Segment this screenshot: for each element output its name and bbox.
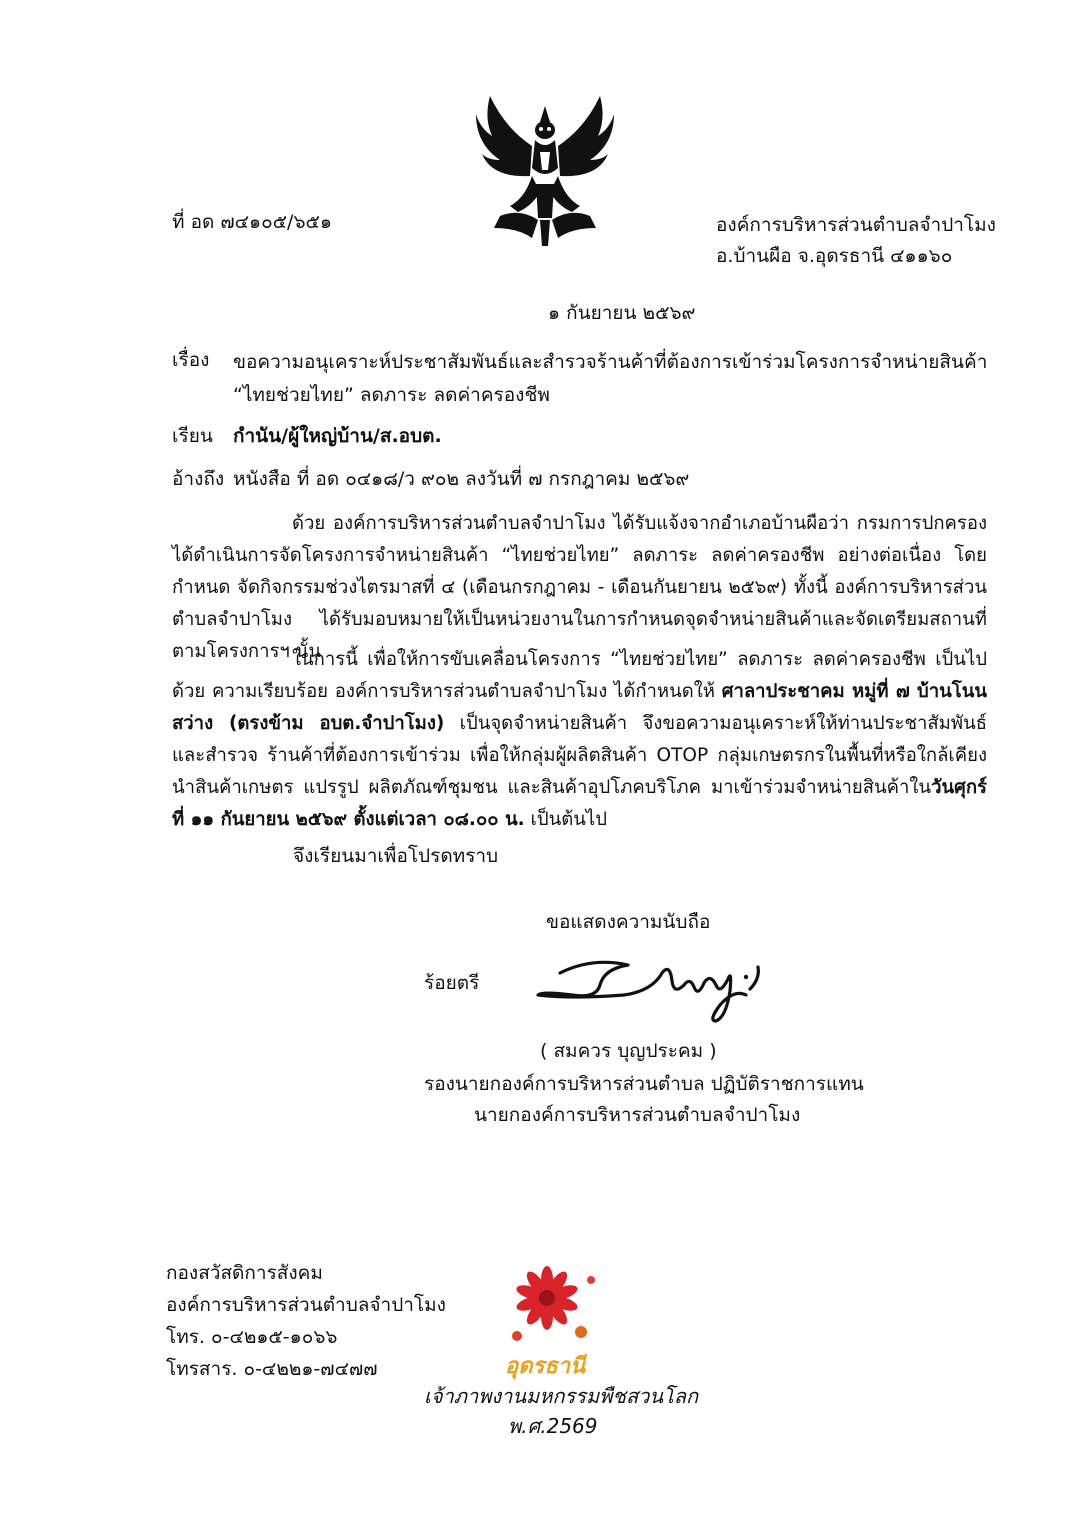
document-reference-number: ที่ อด ๗๔๑๐๕/๖๕๑ <box>172 211 332 233</box>
subject-label: เรื่อง <box>172 349 210 371</box>
signer-name: ( สมควร บุญประคม ) <box>540 1040 717 1062</box>
telephone-number: โทร. ๐-๔๒๑๕-๑๐๖๖ <box>166 1326 338 1348</box>
recipient-value: กำนัน/ผู้ใหญ่บ้าน/ส.อบต. <box>233 425 442 447</box>
expo-slogan-line-2: พ.ศ.2569 <box>508 1414 598 1438</box>
document-date: ๑ กันยายน ๒๕๖๙ <box>548 302 696 324</box>
signer-position-2: นายกองค์การบริหารส่วนตำบลจำปาโมง <box>474 1104 801 1126</box>
body-paragraph-2-text-e: เป็นต้นไป <box>524 809 607 830</box>
subject-line-2: “ไทยช่วยไทย” ลดภาระ ลดค่าครองชีพ <box>233 384 550 406</box>
handwritten-signature-icon <box>532 955 762 1035</box>
regards-text: ขอแสดงความนับถือ <box>546 911 711 933</box>
reference-label: อ้างถึง <box>172 468 225 490</box>
expo-brand-wordmark: อุดรธานี <box>505 1354 586 1379</box>
recipient-label: เรียน <box>172 425 213 447</box>
body-paragraph-1-text: ด้วย องค์การบริหารส่วนตำบลจำปาโมง ได้รับแจ้งจากอำเภอบ้านผือว่า กรมการปกครอง ได้ดำเนินการจัดโครงการจำหน่ายสินค้า “ไทยช่วยไทย” ลดภาระ ลดค่าครองชีพ อย่างต่อเนื่อง โดยกำหนด จัดกิจกรรมช่วงไตรมาสที่ ๔ (เดือนกรกฎาคม - เดือนกันยายน ๒๕๖๙) ทั้งนี้ องค์การบริหารส่วนตำบลจำปาโมง ได้รับมอบหมายให้เป็นหน่วยงานในการกำหนดจุดจำหน่ายสินค้าและจัดเตรียมสถานที่ ตามโครงการฯ นั้น <box>172 513 987 662</box>
event-date-time: วันศุกร์ ที่ ๑๑ กันยายน ๒๕๖๙ ตั้งแต่เวลา ๐๘.๐๐ น. <box>172 777 987 830</box>
issuing-organization: องค์การบริหารส่วนตำบลจำปาโมง <box>716 214 996 236</box>
subject-line-1: ขอความอนุเคราะห์ประชาสัมพันธ์และสำรวจร้านค้าที่ต้องการเข้าร่วมโครงการจำหน่ายสินค้า <box>233 351 988 373</box>
expo-flower-logo-icon <box>505 1262 605 1352</box>
signer-rank: ร้อยตรี <box>424 972 480 994</box>
expo-slogan-line-1: เจ้าภาพงานมหกรรมพืชสวนโลก <box>424 1384 699 1408</box>
organization-address: อ.บ้านผือ จ.อุดรธานี ๔๑๑๖๐ <box>716 245 953 267</box>
division-name: กองสวัสดิการสังคม <box>166 1262 323 1284</box>
body-paragraph-2-text-c: เป็นจุดจำหน่ายสินค้า จึงขอความอนุเคราะห์ให้ท่านประชาสัมพันธ์ และสำรวจ ร้านค้าที่ต้องการเข้าร่วม เพื่อให้กลุ่มผู้ผลิตสินค้า OTOP กลุ่มเกษตรกรในพื้นที่หรือใกล้เคียง นำสินค้าเกษตร แปรรูป ผลิตภัณฑ์ชุมชน และสินค้าอุปโภคบริโภค มาเข้าร่วมจำหน่ายสินค้าใน <box>172 713 988 798</box>
signer-position-1: รองนายกองค์การบริหารส่วนตำบล ปฏิบัติราชการแทน <box>424 1073 864 1095</box>
footer-organization: องค์การบริหารส่วนตำบลจำปาโมง <box>166 1294 446 1316</box>
reference-value: หนังสือ ที่ อด ๐๔๑๘/ว ๙๐๒ ลงวันที่ ๗ กรกฎาคม ๒๕๖๙ <box>233 468 690 490</box>
fax-number: โทรสาร. ๐-๔๒๒๑-๗๔๗๗ <box>166 1358 378 1380</box>
body-paragraph-2-text-a: ในการนี้ เพื่อให้การขับเคลื่อนโครงการ “ไทยช่วยไทย” ลดภาระ ลดค่าครองชีพ เป็นไปด้วย ความเรียบร้อย องค์การบริหารส่วนตำบลจำปาโมง ได้กำหนดให้ <box>172 649 987 702</box>
body-paragraph-2 <box>172 644 987 836</box>
garuda-emblem-icon <box>470 88 620 248</box>
closing-sentence: จึงเรียนมาเพื่อโปรดทราบ <box>293 845 499 867</box>
event-venue: ศาลาประชาคม หมู่ที่ ๗ บ้านโนนสว่าง (ตรงข้าม อบต.จำปาโมง) <box>172 681 988 734</box>
